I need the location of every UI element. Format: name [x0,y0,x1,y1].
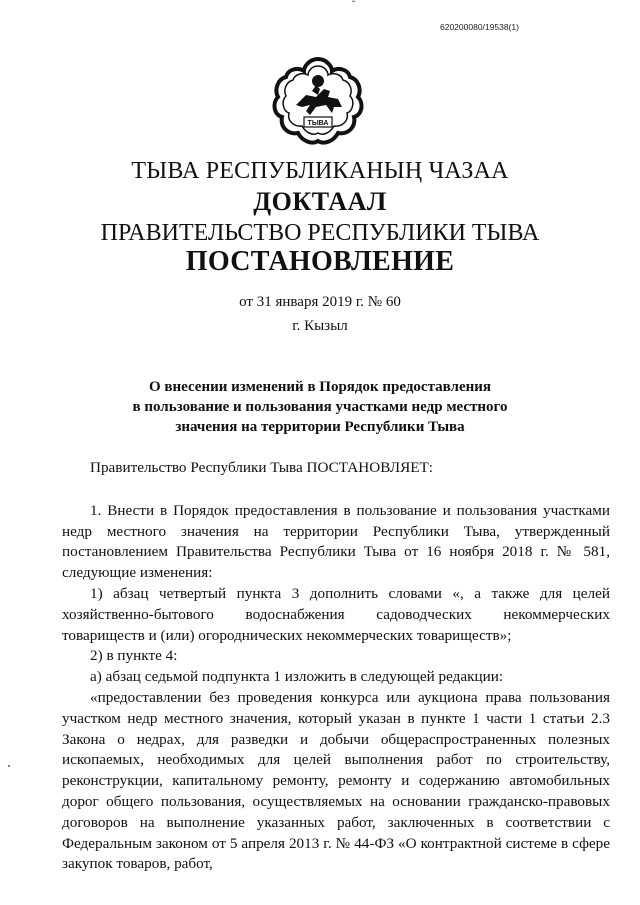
scan-speck [8,765,10,767]
scan-mark: ˇ [352,0,355,9]
decree-city: г. Кызыл [292,318,348,334]
tuvan-decree-title: ДОКТААЛ [253,187,387,216]
intro-paragraph: Правительство Республики Тыва ПОСТАНОВЛЯЕТ: [90,459,433,476]
document-number: 620200080/19538(1) [440,22,519,32]
decree-date: от 31 января 2019 г. № 60 [239,294,401,310]
decree-subject [100,377,540,437]
emblem-icon [272,55,364,147]
subject-line: в пользование и пользования участками недр местного [132,399,508,415]
body-paragraph: 1) абзац четвертый пункта 3 дополнить словами «, а также для целей хозяйственно-бытового водоснабжения садоводческих некоммерческих товариществ и (или) огороднических некоммерческих товариществ»; [62,584,610,644]
body-paragraph: а) абзац седьмой подпункта 1 изложить в следующей редакции: [90,668,504,686]
body-paragraph: 2) в пункте 4: [90,647,178,665]
emblem-label: ТЫВА [307,120,329,127]
decree-body [62,458,610,875]
subject-line: О внесении изменений в Порядок предоставления [148,379,492,395]
body-paragraph: «предоставлении без проведения конкурса или аукциона права пользования участком недр местного значения, который указан в пункте 1 части 1 статьи 2.3 Закона о недрах, для разведки и добычи общераспространенных полезных ископаемых, необходимых для целей выполнения работ по строительству, реконструкции, капитальному ремонту, ремонту и содержанию автомобильных дорог общего пользования, осуществляемых на основании гражданско-правовых договоров на выполнение указанных работ, заключенных в соответствии с Федеральным законом от 5 апреля 2013 г. № 44-ФЗ «О контрактной системе в сфере закупок товаров, работ, [62,688,610,873]
russian-decree-title: ПОСТАНОВЛЕНИЕ [185,246,455,277]
body-paragraph: 1. Внести в Порядок предоставления в пользование и пользования участками недр местного значения на территории Республики Тыва, утвержденный постановлением Правительства Республики Тыва от 16 ноября 2018 г. № 581, следующие изменения: [62,501,610,582]
tuvan-government-title: ТЫВА РЕСПУБЛИКАНЫҢ ЧАЗАА [131,158,509,184]
subject-line: значения на территории Республики Тыва [175,419,465,435]
russian-government-title: ПРАВИТЕЛЬСТВО РЕСПУБЛИКИ ТЫВА [100,220,540,246]
